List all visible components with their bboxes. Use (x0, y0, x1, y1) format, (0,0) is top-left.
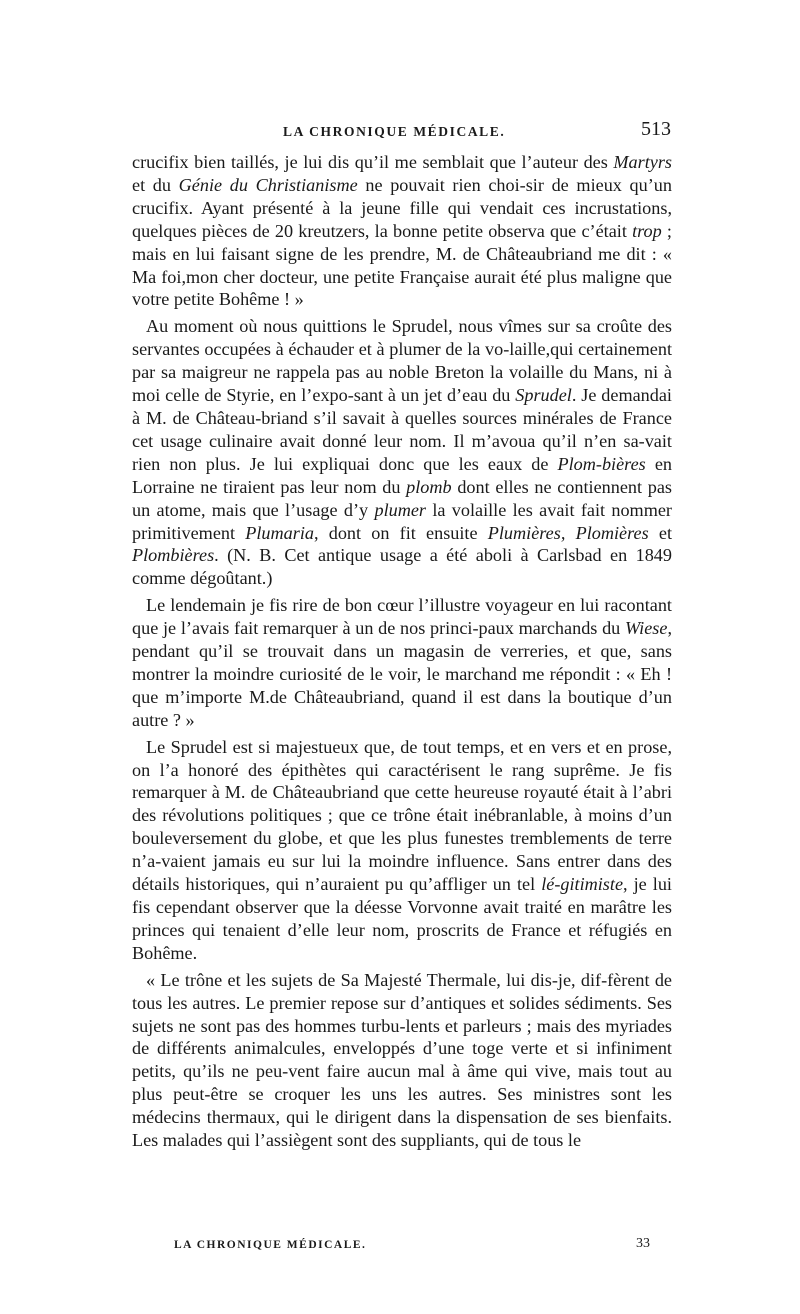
paragraph (132, 969, 672, 1152)
text-run: . Je demandai à M. de Château-briand s’il savait à quelles sources minérales de France cet usage culinaire avait donné leur nom. Il m’avoua qu’il n’en sa-vait rien non plus. Je lui expliquai donc que les eaux de (132, 385, 672, 474)
text-run: Au moment où nous quittions le Sprudel, nous vîmes sur sa croûte des servantes occupées à échauder et à plumer de la vo-laille,qui certainement par sa maigreur ne rappela pas au noble Breton la volaille du Mans, ni à moi celle de Styrie, en l’expo-sant à un jet d’eau du (132, 316, 672, 406)
paragraph (132, 151, 672, 311)
running-title: LA CHRONIQUE MÉDICALE. (283, 124, 506, 139)
paragraph (132, 736, 672, 965)
italic-run: trop (632, 220, 662, 241)
italic-run: Plumaria (245, 522, 314, 543)
italic-run: Wiese (625, 618, 668, 639)
text-run: la volaille les avait fait nommer primitivement (132, 499, 672, 543)
running-header (283, 118, 671, 148)
body-text (132, 151, 672, 1156)
text-run: crucifix bien taillés, je lui dis qu’il me semblait que l’auteur des (132, 152, 614, 172)
text-run: et du (132, 174, 179, 195)
italic-run: Plombières (132, 545, 215, 566)
italic-run: Plumières, Plomières (487, 522, 649, 543)
text-run: . (N. B. Cet antique usage a été aboli à Carlsbad en 1849 comme dégoûtant.) (132, 545, 672, 589)
paragraph (132, 594, 672, 731)
italic-run: plomb (406, 476, 452, 497)
italic-run: Génie du Christianisme (178, 174, 358, 195)
text-run: et (648, 522, 673, 543)
italic-run: lé-gitimiste (541, 874, 624, 895)
text-run: ; mais en lui faisant signe de les prendre, M. de Châteaubriand me dit : « Ma foi,mon cher docteur, une petite Française aurait été plus maligne que votre petite Bohême ! » (132, 220, 672, 310)
page-footer (174, 1236, 650, 1258)
italic-run: Martyrs (613, 152, 672, 172)
paragraph (132, 315, 672, 590)
text-run: , dont on fit ensuite (313, 522, 488, 543)
text-run: Le lendemain je fis rire de bon cœur l’illustre voyageur en lui racontant que je l’avais fait remarquer à un de nos princi-paux marchands du (132, 595, 672, 639)
text-run: Le Sprudel est si majestueux que, de tout temps, et en vers et en prose, on l’a honoré des épithètes qui caractérisent le rang suprême. Je fis remarquer à M. de Châteaubriand que cette heureuse royauté était à l’abri des révolutions politiques ; que ce trône était inébranlable, à moins d’un bouleversement du globe, et que les plus funestes tremblements de terre n’a-vaient jamais eu sur lui la moindre influence. Sans entrer dans des détails historiques, qui n’auraient pu qu’affliger un tel (132, 736, 672, 895)
text-run: ne pouvait rien choi-sir de mieux qu’un crucifix. Ayant présenté à la jeune fille qui vendait ces incrustations, quelques pièces de 20 kreutzers, la bonne petite observa que c’était (132, 174, 672, 241)
page-number: 513 (641, 118, 671, 140)
text-run: , pendant qu’il se trouvait dans un magasin de verreries, et que, sans montrer la moindre curiosité de le voir, le marchand me répondit : « Eh ! que m’importe M.de Châteaubriand, quand il est dans la boutique d’un autre ? » (132, 618, 672, 730)
italic-run: plumer (374, 499, 426, 520)
text-run: dont elles ne contiennent pas un atome, mais que l’usage d’y (132, 476, 672, 520)
footer-number: 33 (636, 1236, 650, 1251)
text-run: en Lorraine ne tiraient pas leur nom du (132, 453, 672, 497)
footer-title: LA CHRONIQUE MÉDICALE. (174, 1239, 367, 1251)
text-run: , je lui fis cependant observer que la déesse Vorvonne avait traité en marâtre les princes qui tenaient d’elle leur nom, proscrits de France et réfugiés en Bohême. (132, 874, 672, 963)
italic-run: Plom-bières (557, 453, 646, 474)
text-run: « Le trône et les sujets de Sa Majesté Thermale, lui dis-je, dif-fèrent de tous les autres. Le premier repose sur d’antiques et solides sédiments. Ses sujets ne sont pas des hommes turbu-lents et parleurs ; mais des myriades de différents animalcules, enveloppés d’une toge verte et si infiniment petits, qu’ils ne peu-vent faire aucun mal à âme qui vive, mais tout au plus peut-être se croquer les uns les autres. Ses ministres sont les médecins thermaux, qui le dirigent dans la dispensation de ses bienfaits. Les malades qui l’assiègent sont des suppliants, qui de tous le (132, 969, 672, 1151)
italic-run: Sprudel (515, 385, 572, 406)
